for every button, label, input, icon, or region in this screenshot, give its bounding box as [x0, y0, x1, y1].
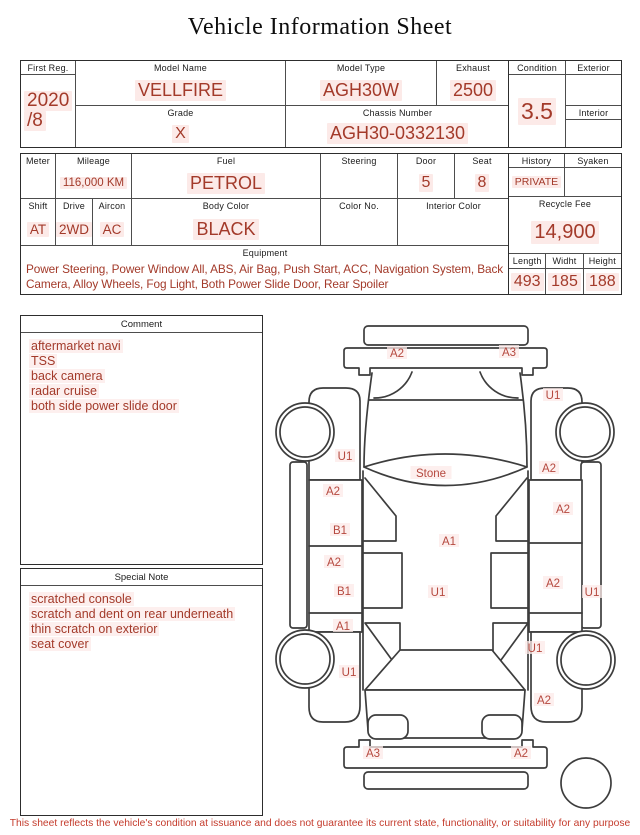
hood-left-edge: [364, 373, 372, 467]
front-left-wheel: [276, 403, 334, 461]
shift-value: AT: [21, 213, 56, 246]
mileage-value: 116,000 KM: [56, 168, 132, 199]
damage-label: U1: [584, 587, 600, 599]
damage-label: A2: [545, 578, 561, 590]
interior-value: [566, 120, 621, 147]
recycle-fee-value: 14,900: [509, 211, 621, 254]
grade-value: X: [76, 120, 286, 147]
special-note-text: scratched console scratch and dent on rear underneath thin scratch on exterior seat cover: [31, 592, 234, 651]
right-sill: [581, 462, 601, 628]
damage-label: A1: [441, 536, 457, 548]
door-value: 5: [398, 168, 455, 199]
width-header: Widht: [546, 254, 583, 269]
damage-label: A2: [325, 486, 341, 498]
damage-label: Stone: [415, 468, 447, 480]
seat-header: Seat: [472, 156, 492, 166]
page-title: Vehicle Information Sheet: [187, 14, 453, 40]
meter-value: [21, 168, 56, 199]
width-value: 185: [546, 269, 583, 294]
body-color-value: BLACK: [132, 213, 321, 246]
damage-label: A1: [335, 621, 351, 633]
recycle-fee-header: Recycle Fee: [538, 199, 592, 209]
first-reg-value: [21, 75, 76, 147]
right-taillight: [482, 715, 522, 739]
meter-header: Meter: [21, 154, 56, 168]
grade-header: Grade: [76, 106, 286, 120]
model-name-value: VELLFIRE: [76, 75, 286, 106]
steering-value: [321, 168, 398, 199]
first-reg-year: 2020: [24, 91, 72, 111]
interior-header: Interior: [566, 106, 621, 120]
damage-label: U1: [527, 643, 543, 655]
syaken-value: [565, 168, 621, 197]
left-pillar-box: [363, 553, 402, 608]
disclaimer-text: This sheet reflects the vehicle's condition at issuance and does not guarantee its current state, functionality, or suitability for any purpose: [9, 818, 631, 829]
roof-strip: [364, 326, 528, 345]
steering-header: Steering: [321, 154, 398, 168]
rear-left-wheel: [276, 630, 334, 688]
front-right-wheel: [556, 403, 614, 461]
damage-label: A2: [536, 695, 552, 707]
hood-right-edge: [520, 373, 527, 467]
damage-label: U1: [341, 667, 357, 679]
condition-header: Condition: [509, 61, 566, 75]
length-value: 493: [509, 269, 546, 294]
first-reg-header: First Reg.: [21, 61, 76, 75]
chassis-number-value: AGH30-0332130: [286, 120, 509, 147]
damage-label: A3: [365, 748, 381, 760]
aircon-value: AC: [93, 213, 132, 246]
color-no-value: [321, 213, 398, 246]
mileage-header: Mileage: [56, 154, 132, 168]
left-headlight-arc: [374, 372, 412, 398]
registration-table: [20, 60, 510, 148]
damage-label: A2: [541, 463, 557, 475]
right-a-pillar-opening: [496, 478, 528, 541]
spec-table: [20, 153, 510, 295]
history-box: [508, 153, 622, 295]
equipment-header: Equipment: [242, 248, 288, 258]
shift-header: Shift: [21, 199, 56, 213]
condition-value: 3.5: [509, 75, 566, 147]
drive-value: 2WD: [56, 213, 93, 246]
condition-box: [508, 60, 622, 148]
door-header: Door: [398, 154, 455, 168]
equipment-text: Power Steering, Power Window All, ABS, Air Bag, Push Start, ACC, Navigation System, Back Camera, Alloy Wheels, Fog Light, Both Power Slide Door, Rear Spoiler: [26, 262, 504, 291]
rear-strip: [364, 772, 528, 789]
fuel-value: PETROL: [132, 168, 321, 199]
right-pillar-box: [491, 553, 528, 608]
aircon-header: Aircon: [93, 199, 132, 213]
special-note-box: [20, 568, 263, 816]
exhaust-header: Exhaust: [456, 63, 490, 73]
interior-color-header: Interior Color: [426, 201, 481, 211]
comment-box: [20, 315, 263, 565]
comment-header: Comment: [21, 316, 262, 333]
damage-label: A2: [326, 557, 342, 569]
left-taillight: [368, 715, 408, 739]
exterior-header: Exterior: [566, 61, 621, 75]
damage-label: B1: [336, 586, 352, 598]
history-header: History: [509, 154, 565, 168]
damage-label: U1: [545, 390, 561, 402]
first-reg-month: /8: [24, 111, 46, 131]
length-header: Length: [509, 254, 546, 269]
syaken-header: Syaken: [565, 154, 621, 168]
damage-label: A2: [389, 348, 405, 360]
drive-header: Drive: [56, 199, 93, 213]
height-header: Height: [584, 254, 621, 269]
special-note-header: Special Note: [21, 569, 262, 586]
model-type-value: AGH30W: [286, 75, 437, 106]
height-value: 188: [584, 269, 621, 294]
body-color-header: Body Color: [132, 199, 321, 213]
exterior-value: [566, 75, 621, 106]
damage-label: U1: [337, 451, 353, 463]
color-no-header: Color No.: [321, 199, 398, 213]
spare-wheel: [561, 758, 611, 808]
exhaust-value: 2500: [437, 75, 509, 106]
damage-label: A2: [513, 748, 529, 760]
model-name-header: Model Name: [76, 61, 286, 75]
left-sill: [290, 462, 307, 628]
history-value: PRIVATE: [509, 168, 565, 197]
rear-right-wheel: [557, 631, 615, 689]
car-damage-diagram: [265, 310, 640, 820]
right-headlight-arc: [480, 372, 518, 398]
left-a-pillar-opening: [364, 478, 396, 541]
seat-value: 8: [455, 168, 509, 199]
damage-label: B1: [332, 525, 348, 537]
model-type-header: Model Type: [286, 61, 437, 75]
chassis-number-header: Chassis Number: [362, 108, 433, 118]
interior-color-value: [398, 213, 509, 246]
damage-label: A3: [501, 347, 517, 359]
fuel-header: Fuel: [132, 154, 321, 168]
damage-label: A2: [555, 504, 571, 516]
comment-text: aftermarket navi TSS back camera radar cruise both side power slide door: [31, 339, 177, 413]
damage-label: U1: [430, 587, 446, 599]
